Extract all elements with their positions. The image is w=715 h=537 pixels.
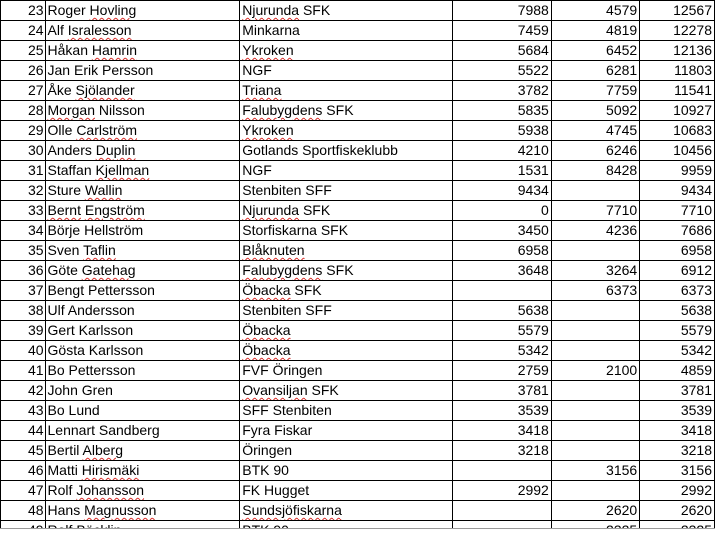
player-name-cell[interactable]: Alf Isralesson [45, 21, 240, 41]
round1-score-cell[interactable] [452, 281, 551, 301]
round1-score-cell[interactable]: 3450 [452, 221, 551, 241]
player-name-cell[interactable]: Bo Pettersson [45, 361, 240, 381]
round2-score-cell[interactable]: 3156 [551, 461, 639, 481]
rank-cell[interactable]: 24 [1, 21, 46, 41]
round1-score-cell[interactable]: 3418 [452, 421, 551, 441]
player-name-cell[interactable]: Roger Hovling [45, 1, 240, 21]
club-name-cell[interactable]: Njurunda SFK [240, 201, 452, 221]
round2-score-cell[interactable] [551, 421, 639, 441]
table-row [1, 141, 715, 161]
rank-cell[interactable]: 25 [1, 41, 46, 61]
club-name-cell[interactable]: Stenbiten SFF [240, 301, 452, 321]
table-row [1, 361, 715, 381]
round1-score-cell[interactable]: 2759 [452, 361, 551, 381]
table-row [1, 81, 715, 101]
rank-cell[interactable]: 43 [1, 401, 46, 421]
total-score-cell[interactable]: 12278 [640, 21, 715, 41]
table-row [1, 481, 715, 501]
club-name-cell[interactable]: Öbacka [240, 341, 452, 361]
rank-cell[interactable]: 27 [1, 81, 46, 101]
total-score-cell[interactable]: 12136 [640, 41, 715, 61]
results-table-body [1, 1, 715, 537]
player-name-cell[interactable]: Gösta Karlsson [45, 341, 240, 361]
round1-score-cell[interactable]: 3539 [452, 401, 551, 421]
club-name-cell[interactable]: Minkarna [240, 21, 452, 41]
table-row [1, 421, 715, 441]
player-name-cell[interactable]: Håkan Hamrin [45, 41, 240, 61]
round2-score-cell[interactable]: 4236 [551, 221, 639, 241]
club-name-cell[interactable]: Ovansiljan SFK [240, 381, 452, 401]
rank-cell[interactable]: 48 [1, 501, 46, 521]
club-name-cell[interactable]: BTK 90 [240, 461, 452, 481]
rank-cell[interactable]: 41 [1, 361, 46, 381]
table-row [1, 461, 715, 481]
rank-cell[interactable]: 30 [1, 141, 46, 161]
club-name-cell[interactable]: Falubygdens SFK [240, 101, 452, 121]
total-score-cell[interactable]: 12567 [640, 1, 715, 21]
rank-cell[interactable]: 40 [1, 341, 46, 361]
total-score-cell[interactable]: 11803 [640, 61, 715, 81]
player-name-cell[interactable]: Morgan Nilsson [45, 101, 240, 121]
round1-score-cell[interactable]: 6958 [452, 241, 551, 261]
player-name-cell[interactable]: Staffan Kjellman [45, 161, 240, 181]
rank-cell[interactable]: 45 [1, 441, 46, 461]
rank-cell[interactable]: 34 [1, 221, 46, 241]
table-row [1, 61, 715, 81]
club-name-cell[interactable]: Öringen [240, 441, 452, 461]
rank-cell[interactable]: 32 [1, 181, 46, 201]
total-score-cell[interactable]: 3156 [640, 461, 715, 481]
table-row [1, 441, 715, 461]
table-row [1, 341, 715, 361]
table-row [1, 181, 715, 201]
total-score-cell[interactable]: 7686 [640, 221, 715, 241]
total-score-cell[interactable]: 4859 [640, 361, 715, 381]
table-row [1, 381, 715, 401]
table-row [1, 21, 715, 41]
player-name-cell[interactable]: Göte Gatehag [45, 261, 240, 281]
total-score-cell[interactable]: 5638 [640, 301, 715, 321]
table-row [1, 301, 715, 321]
player-name-cell[interactable]: Lennart Sandberg [45, 421, 240, 441]
rank-cell[interactable]: 29 [1, 121, 46, 141]
player-name-cell[interactable]: Bo Lund [45, 401, 240, 421]
round1-score-cell[interactable]: 1531 [452, 161, 551, 181]
player-name-cell[interactable]: Ulf Andersson [45, 301, 240, 321]
player-name-cell[interactable]: Matti Hirismäki [45, 461, 240, 481]
round2-score-cell[interactable]: 4819 [551, 21, 639, 41]
round1-score-cell[interactable] [452, 461, 551, 481]
round1-score-cell[interactable]: 5938 [452, 121, 551, 141]
total-score-cell[interactable]: 9434 [640, 181, 715, 201]
table-row [1, 201, 715, 221]
player-name-cell[interactable]: Sture Wallin [45, 181, 240, 201]
rank-cell[interactable]: 35 [1, 241, 46, 261]
round2-score-cell[interactable]: 8428 [551, 161, 639, 181]
round2-score-cell[interactable] [551, 401, 639, 421]
round1-score-cell[interactable]: 0 [452, 201, 551, 221]
round1-score-cell[interactable]: 7988 [452, 1, 551, 21]
round1-score-cell[interactable]: 5579 [452, 321, 551, 341]
round2-score-cell[interactable]: 4745 [551, 121, 639, 141]
rank-cell[interactable]: 23 [1, 1, 46, 21]
total-score-cell[interactable]: 5342 [640, 341, 715, 361]
round1-score-cell[interactable]: 3781 [452, 381, 551, 401]
club-name-cell[interactable]: Ykroken [240, 121, 452, 141]
round1-score-cell[interactable]: 4210 [452, 141, 551, 161]
rank-cell[interactable]: 36 [1, 261, 46, 281]
round2-score-cell[interactable]: 6373 [551, 281, 639, 301]
player-name-cell[interactable]: Jan Erik Persson [45, 61, 240, 81]
round2-score-cell[interactable] [551, 301, 639, 321]
club-name-cell[interactable]: NGF [240, 61, 452, 81]
table-row [1, 501, 715, 521]
total-score-cell[interactable]: 3781 [640, 381, 715, 401]
player-name-cell[interactable]: Sven Taflin [45, 241, 240, 261]
table-row [1, 101, 715, 121]
table-row [1, 1, 715, 21]
round1-score-cell[interactable]: 5522 [452, 61, 551, 81]
round1-score-cell[interactable]: 2992 [452, 481, 551, 501]
round2-score-cell[interactable]: 7710 [551, 201, 639, 221]
club-name-cell[interactable]: Njurunda SFK [240, 1, 452, 21]
round1-score-cell[interactable]: 5684 [452, 41, 551, 61]
rank-cell[interactable]: 28 [1, 101, 46, 121]
total-score-cell[interactable]: 6958 [640, 241, 715, 261]
player-name-cell[interactable]: Olle Carlström [45, 121, 240, 141]
round2-score-cell[interactable] [551, 441, 639, 461]
round2-score-cell[interactable]: 5092 [551, 101, 639, 121]
table-row [1, 321, 715, 341]
player-name-cell[interactable]: Hans Magnusson [45, 501, 240, 521]
round1-score-cell[interactable]: 9434 [452, 181, 551, 201]
club-name-cell[interactable]: Stenbiten SFF [240, 181, 452, 201]
club-name-cell[interactable]: Öbacka [240, 321, 452, 341]
table-row [1, 121, 715, 141]
club-name-cell[interactable]: Öbacka SFK [240, 281, 452, 301]
round1-score-cell[interactable]: 3648 [452, 261, 551, 281]
player-name-cell[interactable]: Anders Duplin [45, 141, 240, 161]
player-name-cell[interactable]: Rolf Johansson [45, 481, 240, 501]
rank-cell[interactable]: 47 [1, 481, 46, 501]
table-row [1, 401, 715, 421]
rank-cell[interactable]: 39 [1, 321, 46, 341]
round2-score-cell[interactable] [551, 241, 639, 261]
total-score-cell[interactable]: 3539 [640, 401, 715, 421]
table-row [1, 221, 715, 241]
round2-score-cell[interactable]: 6452 [551, 41, 639, 61]
round2-score-cell[interactable] [551, 381, 639, 401]
round1-score-cell[interactable]: 3782 [452, 81, 551, 101]
rank-cell[interactable]: 33 [1, 201, 46, 221]
total-score-cell[interactable]: 2992 [640, 481, 715, 501]
total-score-cell[interactable]: 10927 [640, 101, 715, 121]
rank-cell[interactable]: 46 [1, 461, 46, 481]
round2-score-cell[interactable]: 2620 [551, 501, 639, 521]
total-score-cell[interactable]: 10456 [640, 141, 715, 161]
round1-score-cell[interactable]: 5342 [452, 341, 551, 361]
round1-score-cell[interactable]: 5835 [452, 101, 551, 121]
round2-score-cell[interactable] [551, 321, 639, 341]
club-name-cell[interactable]: Fyra Fiskar [240, 421, 452, 441]
round2-score-cell[interactable]: 3264 [551, 261, 639, 281]
round2-score-cell[interactable]: 7759 [551, 81, 639, 101]
total-score-cell[interactable]: 6373 [640, 281, 715, 301]
player-name-cell[interactable]: Börje Hellström [45, 221, 240, 241]
rank-cell[interactable]: 42 [1, 381, 46, 401]
player-name-cell[interactable]: Bernt Engström [45, 201, 240, 221]
table-row [1, 281, 715, 301]
club-name-cell[interactable]: Blåknuten [240, 241, 452, 261]
round1-score-cell[interactable]: 7459 [452, 21, 551, 41]
table-row [1, 241, 715, 261]
club-name-cell[interactable]: Ykroken [240, 41, 452, 61]
round1-score-cell[interactable]: 3218 [452, 441, 551, 461]
rank-cell[interactable]: 44 [1, 421, 46, 441]
club-name-cell[interactable]: NGF [240, 161, 452, 181]
round2-score-cell[interactable] [551, 181, 639, 201]
round2-score-cell[interactable]: 6246 [551, 141, 639, 161]
round2-score-cell[interactable]: 6281 [551, 61, 639, 81]
round1-score-cell[interactable]: 5638 [452, 301, 551, 321]
club-name-cell[interactable]: Gotlands Sportfiskeklubb [240, 141, 452, 161]
club-name-cell[interactable]: Triana [240, 81, 452, 101]
player-name-cell[interactable]: Bengt Pettersson [45, 281, 240, 301]
player-name-cell[interactable]: John Gren [45, 381, 240, 401]
table-row [1, 261, 715, 281]
table-row [1, 41, 715, 61]
total-score-cell[interactable]: 7710 [640, 201, 715, 221]
total-score-cell[interactable]: 10683 [640, 121, 715, 141]
round2-score-cell[interactable]: 4579 [551, 1, 639, 21]
club-name-cell[interactable]: FVF Öringen [240, 361, 452, 381]
total-score-cell[interactable]: 3418 [640, 421, 715, 441]
round1-score-cell[interactable] [452, 501, 551, 521]
round2-score-cell[interactable] [551, 341, 639, 361]
rank-cell[interactable]: 37 [1, 281, 46, 301]
player-name-cell[interactable]: Gert Karlsson [45, 321, 240, 341]
total-score-cell[interactable]: 6912 [640, 261, 715, 281]
player-name-cell[interactable]: Åke Sjölander [45, 81, 240, 101]
rank-cell[interactable]: 38 [1, 301, 46, 321]
player-name-cell[interactable]: Bertil Alberg [45, 441, 240, 461]
total-score-cell[interactable]: 9959 [640, 161, 715, 181]
club-name-cell[interactable]: Sundsjöfiskarna [240, 501, 452, 521]
total-score-cell[interactable]: 11541 [640, 81, 715, 101]
round2-score-cell[interactable]: 2100 [551, 361, 639, 381]
club-name-cell[interactable]: FK Hugget [240, 481, 452, 501]
rank-cell[interactable]: 26 [1, 61, 46, 81]
club-name-cell[interactable]: Storfiskarna SFK [240, 221, 452, 241]
round2-score-cell[interactable] [551, 481, 639, 501]
total-score-cell[interactable]: 2620 [640, 501, 715, 521]
total-score-cell[interactable]: 3218 [640, 441, 715, 461]
total-score-cell[interactable]: 5579 [640, 321, 715, 341]
club-name-cell[interactable]: Falubygdens SFK [240, 261, 452, 281]
club-name-cell[interactable]: SFF Stenbiten [240, 401, 452, 421]
table-row [1, 161, 715, 181]
rank-cell[interactable]: 31 [1, 161, 46, 181]
window-bottom-edge [0, 528, 715, 537]
